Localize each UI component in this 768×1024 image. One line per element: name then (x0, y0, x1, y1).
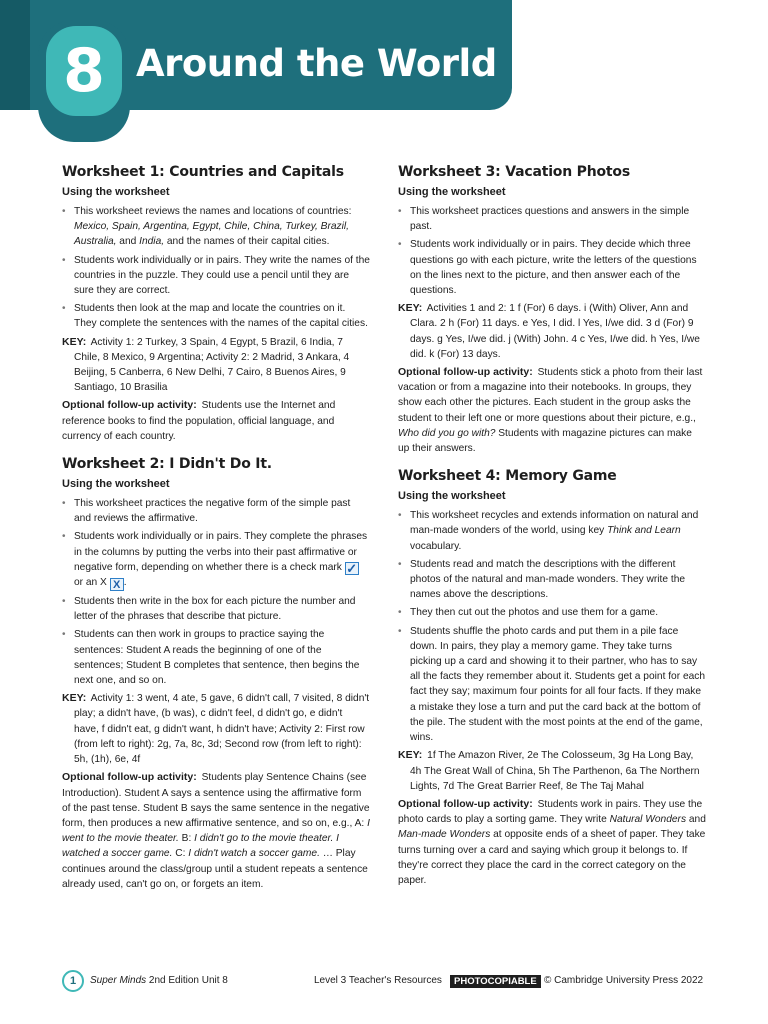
worksheet-2-title: Worksheet 2: I Didn't Do It. (62, 456, 272, 473)
list-item: • Students work individually or in pairs. They write the names of the countries in the puzzle. They could use a pencil until they are sure they are correct. (62, 253, 370, 299)
footer-book-title: Super Minds 2nd Edition Unit 8 (90, 975, 228, 986)
list-item: • Students work individually or in pairs. They complete the phrases in the columns by putting the verbs into their past affirmative or negative form, depending on whether there is a check mark ✓ or an X X . (62, 529, 370, 591)
worksheet-2-key (62, 691, 370, 767)
unit-title: Around the World (136, 42, 497, 85)
worksheet-2 (62, 454, 370, 892)
followup-label: Optional follow-up activity: (62, 771, 197, 784)
list-item: • Students read and match the descriptions with the different photos of the natural and man-made wonders. They write the names above the descriptions. (398, 557, 706, 603)
followup-label: Optional follow-up activity: (62, 399, 197, 412)
worksheet-4-key (398, 748, 706, 794)
worksheet-2-subtitle: Using the worksheet (62, 478, 170, 491)
key-label: KEY: (398, 302, 423, 315)
worksheet-4-subtitle: Using the worksheet (398, 490, 506, 503)
worksheet-2-followup: Optional follow-up activity: Students play Sentence Chains (see Introduction). Student A says a sentence using the affirmative form of the past tense. Student B says the same sentence in the negative form, then produces a new affirmative sentence, and so on, e.g., A: I went to the movie theater. B: I didn't go to the movie theater. I watched a soccer game. C: I didn't watch a soccer game. … Play continues around the class/group until a student repeats a sentence already used, can't go on, or forgets an item. (62, 771, 370, 890)
unit-number-badge-inner (46, 26, 122, 116)
worksheet-4-title: Worksheet 4: Memory Game (398, 468, 617, 485)
list-item: • This worksheet reviews the names and locations of countries: Mexico, Spain, Argentina, Egypt, Chile, China, Turkey, Brazil, Australia, and India, and the names of their capital cities. (62, 204, 370, 250)
list-item: • They then cut out the photos and use them for a game. (398, 605, 706, 620)
key-text: Activity 1: 2 Turkey, 3 Spain, 4 Egypt, 5 Brazil, 6 India, 7 Chile, 8 Mexico, 9 Argentina; Activity 2: 2 Madrid, 3 Ankara, 4 Beijing, 5 Canberra, 6 New Delhi, 7 Cairo, 8 Buenos Aires, 9 Santiago, 10 Brasilia (74, 336, 350, 394)
list-item: • Students work individually or in pairs. They decide which three questions go with each picture, write the letters of the questions on the lines next to the picture, and then answer each of the questions. (398, 237, 706, 298)
key-text: 1f The Amazon River, 2e The Colosseum, 3g Ha Long Bay, 4h The Great Wall of China, 5h The Parthenon, 6a The Northern Lights, 7d The Great Barrier Reef, 8e The Taj Mahal (410, 750, 700, 792)
unit-number: 8 (63, 36, 105, 106)
check-mark-icon: ✓ (346, 560, 358, 576)
banner-shade (0, 0, 30, 110)
footer-level: Level 3 Teacher's Resources (314, 975, 442, 986)
right-column (398, 162, 706, 898)
page-footer (62, 970, 708, 992)
list-item: • Students then look at the map and locate the countries on it. They complete the sentences with the names of the capital cities. (62, 301, 370, 331)
key-text: Activities 1 and 2: 1 f (For) 6 days. i (With) Oliver, Ann and Clara. 2 h (For) 11 days. e Yes, I did. l Yes, I/we did. 3 d (For) 9 days. g Yes, I/we did. j (With) John. 4 c Yes, I/we did. h Yes, I/we did. k (For) 13 days. (410, 303, 700, 360)
worksheet-1 (62, 162, 370, 444)
list-item: • Students shuffle the photo cards and put them in a pile face down. In pairs, they play a memory game. They take turns picking up a card and showing it to their partner, who has to say all the facts they remember about it. Students get a point for each fact they say; maximum four points for all four facts. If they make a mistake they lose a turn and put the card back at the bottom of the pile. The student with the most points at the end of the game, wins. (398, 624, 706, 746)
list-item: • Students then write in the box for each picture the number and letter of the phrases that describe that picture. (62, 594, 370, 624)
footer-copyright: © Cambridge University Press 2022 (544, 975, 704, 986)
list-item: • This worksheet recycles and extends information on natural and man-made wonders of the world, using key Think and Learn vocabulary. (398, 508, 706, 554)
worksheet-3 (398, 162, 706, 456)
worksheet-3-key (398, 301, 706, 362)
worksheet-4-bullets (398, 508, 706, 745)
followup-label: Optional follow-up activity: (398, 366, 533, 379)
worksheet-4 (398, 466, 706, 888)
key-label: KEY: (62, 692, 87, 705)
worksheet-2-bullets (62, 496, 370, 688)
key-label: KEY: (398, 749, 423, 762)
worksheet-1-subtitle: Using the worksheet (62, 186, 170, 198)
worksheet-1-bullets (62, 204, 370, 332)
x-mark-icon: X (110, 578, 124, 591)
list-item: • This worksheet practices the negative form of the simple past and reviews the affirmative. (62, 496, 370, 526)
worksheet-3-subtitle: Using the worksheet (398, 186, 506, 198)
worksheet-1-title: Worksheet 1: Countries and Capitals (62, 164, 344, 180)
worksheet-1-key (62, 335, 370, 396)
key-text: Activity 1: 3 went, 4 ate, 5 gave, 6 didn't call, 7 visited, 8 didn't play; a didn't have, (b was), c didn't feel, d didn't go, e didn't have, f didn't eat, g didn't want, h didn't have; Activity 2: First row (from left to right): 2g, 7a, 8c, 3d; Second row (from left to right): 5h, (1h), 6e, 4f (74, 693, 370, 766)
worksheet-3-title: Worksheet 3: Vacation Photos (398, 164, 630, 180)
page-number: 1 (62, 970, 84, 992)
key-label: KEY: (62, 335, 87, 348)
worksheet-3-bullets (398, 204, 706, 298)
worksheet-1-followup (62, 398, 370, 444)
left-column (62, 162, 370, 902)
followup-text: Students use the Internet and reference books to find the population, official language, and currency of each country. (62, 400, 336, 442)
followup-label: Optional follow-up activity: (398, 797, 533, 810)
photocopiable-badge: PHOTOCOPIABLE (450, 975, 541, 988)
worksheet-3-followup: Optional follow-up activity: Students stick a photo from their last vacation or from a magazine into their notebooks. In groups, they show each other the pictures. Each student in the group asks the student to their left one or more questions about their picture, e.g., Who did you go with? Students with magazine pictures can make up their answers. (398, 366, 703, 455)
list-item: • This worksheet practices questions and answers in the simple past. (398, 204, 706, 234)
unit-number-badge (38, 20, 130, 142)
worksheet-4-followup: Optional follow-up activity: Students work in pairs. They use the photo cards to play a sorting game. They write Natural Wonders and Man-made Wonders at opposite ends of a sheet of paper. They take turns turning over a card and saying which group it belongs to. If they're correct they place the card in the correct category on the paper. (398, 797, 706, 886)
list-item: • Students can then work in groups to practice saying the sentences: Student A reads the beginning of one of the sentences; Student B completes that sentence, then begins the next one, and so on. (62, 627, 370, 688)
